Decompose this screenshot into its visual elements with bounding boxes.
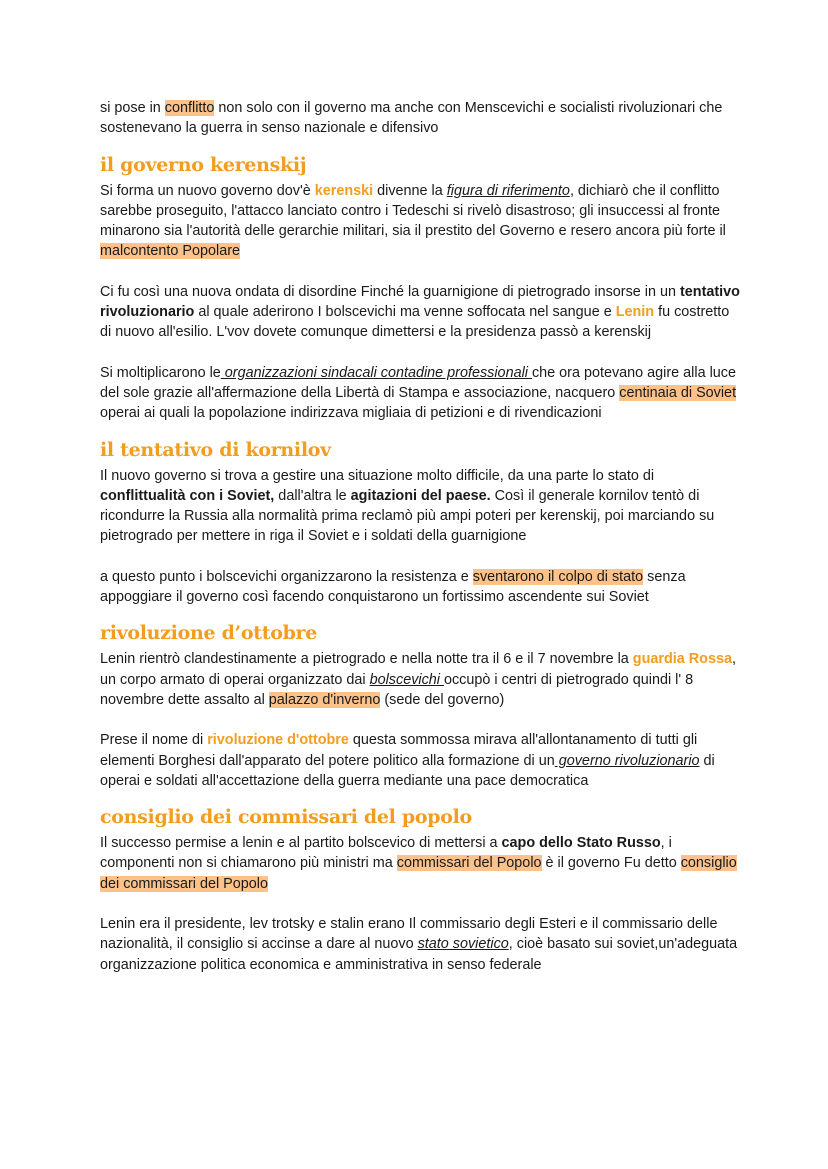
keyword: kerenski [314, 182, 374, 199]
emphasis: governo rivoluzionario [554, 752, 700, 769]
paragraph: Si forma un nuovo governo dov'è kerenski divenne la figura di riferimento, dichiarò che il conflitto sarebbe proseguito, l'attacco lanciato contro i Tedeschi si rivelò disastroso; gli insuccessi al fronte minarono sia l'autorità delle gerarchie militari, sia il prestito del Governo e resero ancora più forte il malcontento Popolare [100, 182, 726, 260]
emphasis: figura di riferimento [446, 182, 570, 199]
paragraph: Ci fu così una nuova ondata di disordine Finché la guarnigione di pietrogrado insorse in un tentativo rivoluzionario al quale aderirono I bolscevichi ma venne soffocata nel sangue e Lenin fu costretto di nuovo all'esilio. L'vov dovete comunque dimettersi e la presidenza passò a kerenskij [100, 283, 740, 341]
paragraph: Prese il nome di rivoluzione d'ottobre questa sommossa mirava all'allontanamento di tutti gli elementi Borghesi dall'apparato del potere politico alla formazione di un governo rivoluzionario di operai e soldati all'accettazione della guerra mediante una pace democratica [100, 732, 715, 789]
paragraph: a questo punto i bolscevichi organizzarono la resistenza e sventarono il colpo di stato senza appoggiare il governo così facendo conquistarono un fortissimo ascendente sui Soviet [100, 568, 686, 606]
keyword: Lenin [615, 304, 655, 321]
highlight: conflitto [164, 100, 215, 116]
section-heading-consiglio-commissari: consiglio dei commissari del popolo [100, 806, 472, 829]
section-heading-governo-kerenskij: il governo kerenskij [100, 153, 307, 176]
section-heading-tentativo-kornilov: il tentativo di kornilov [100, 438, 331, 461]
emphasis: organizzazioni sindacali contadine professionali [220, 364, 532, 381]
paragraph: Il successo permise a lenin e al partito bolscevico di mettersi a capo dello Stato Russo, i componenti non si chiamarono più ministri ma commissari del Popolo è il governo Fu detto consiglio dei commissari del Popolo [100, 835, 737, 892]
bold-term: tentativo rivoluzionario [100, 283, 740, 321]
emphasis: bolscevichi [369, 671, 444, 688]
paragraph: si pose in conflitto non solo con il governo ma anche con Menscevichi e socialisti rivoluzionari che sostenevano la guerra in senso nazionale e difensivo [100, 100, 723, 137]
highlight: commissari del Popolo [396, 855, 542, 872]
paragraph: Il nuovo governo si trova a gestire una situazione molto difficile, da una parte lo stato di conflittualità con i Soviet, dall'altra le agitazioni del paese. Così il generale kornilov tentò di ricondurre la Russia alla normalità prima reclamò più ampi poteri per kerenskij, poi marciando su pietrogrado per mettere in riga il Soviet e i soldati della guarnigione [100, 467, 715, 545]
bold-term: conflittualità con i Soviet, [100, 487, 275, 504]
document-page [100, 98, 740, 975]
emphasis: stato sovietico [417, 936, 509, 953]
highlight: palazzo d'inverno [268, 691, 381, 708]
paragraph: Lenin rientrò clandestinamente a pietrogrado e nella notte tra il 6 e il 7 novembre la guardia Rossa, un corpo armato di operai organizzato dai bolscevichi occupò i centri di pietrogrado quindi l' 8 novembre dette assalto al palazzo d'inverno (sede del governo) [100, 651, 736, 708]
highlight: centinaia di Soviet [619, 384, 737, 401]
keyword: rivoluzione d'ottobre [207, 732, 349, 749]
section-heading-rivoluzione-ottobre: rivoluzione d’ottobre [100, 622, 318, 645]
bold-term: agitazioni del paese. [350, 487, 491, 504]
keyword: guardia Rossa [632, 651, 732, 668]
paragraph: Lenin era il presidente, lev trotsky e stalin erano Il commissario degli Esteri e il commissario delle nazionalità, il consiglio si accinse a dare al nuovo stato sovietico, cioè basato sui soviet,un'adeguata organizzazione politica economica e amministrativa in senso federale [100, 916, 738, 973]
highlight: malcontento Popolare [100, 243, 240, 260]
highlight: sventarono il colpo di stato [472, 568, 644, 585]
highlight: consiglio dei commissari del Popolo [100, 855, 737, 892]
bold-term: capo dello Stato Russo [501, 835, 661, 852]
paragraph: Si moltiplicarono le organizzazioni sindacali contadine professionali che ora potevano agire alla luce del sole grazie all'affermazione della Libertà di Stampa e associazione, nacquero centinaia di Soviet operai ai quali la popolazione indirizzava migliaia di petizioni e di rivendicazioni [100, 364, 737, 422]
